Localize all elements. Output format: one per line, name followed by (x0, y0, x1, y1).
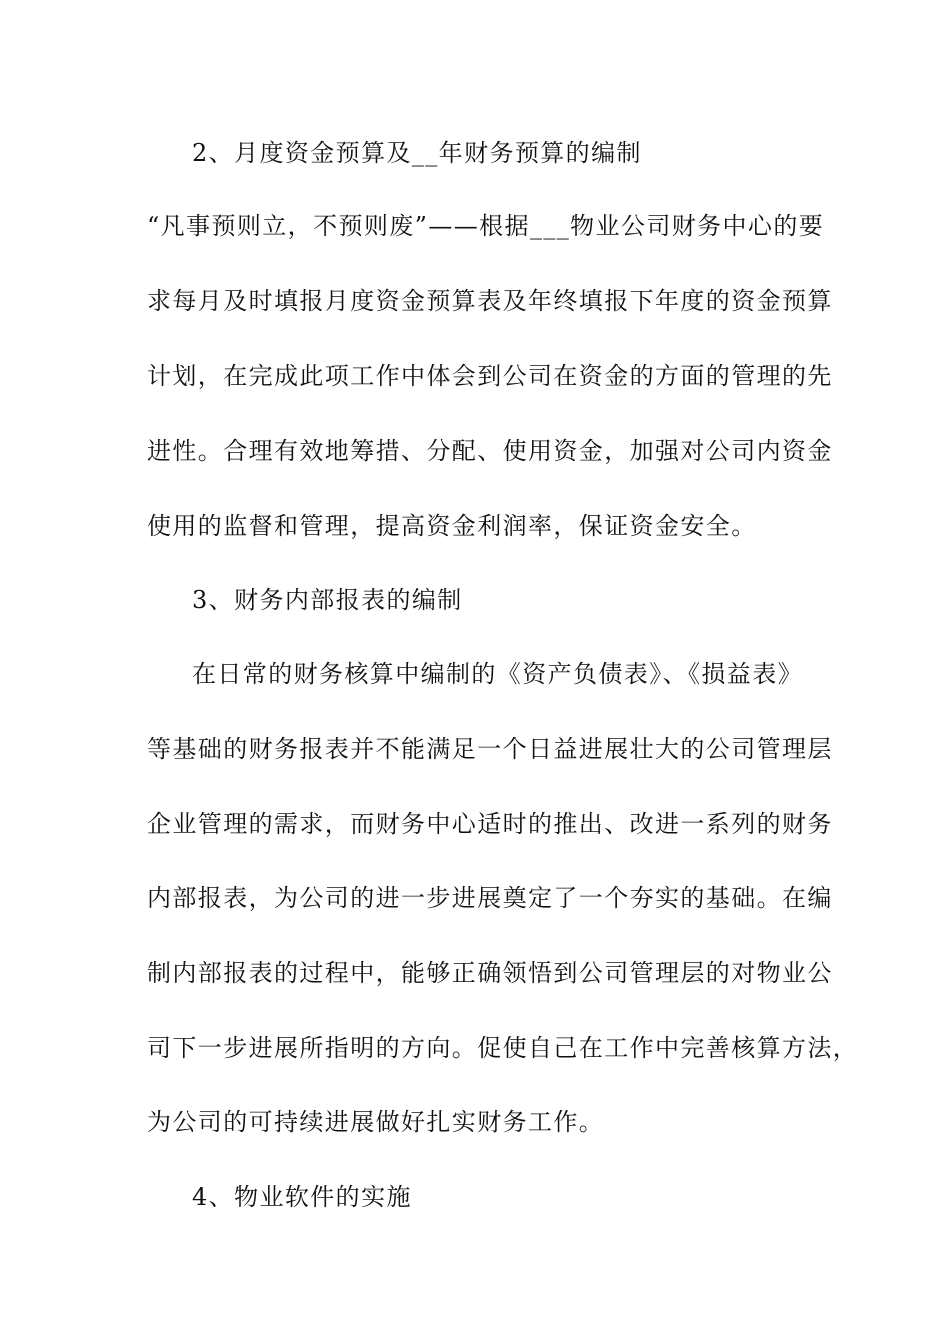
section-heading-3: 3、财务内部报表的编制 (192, 586, 463, 614)
paragraph-line: 制内部报表的过程中，能够正确领悟到公司管理层的对物业公 (147, 959, 833, 987)
paragraph-line: 求每月及时填报月度资金预算表及年终填报下年度的资金预算 (147, 287, 833, 315)
paragraph-line: “凡事预则立，不预则废”——根据___物业公司财务中心的要 (147, 212, 825, 240)
section-heading-2: 2、月度资金预算及__年财务预算的编制 (192, 139, 642, 167)
paragraph-line: 计划，在完成此项工作中体会到公司在资金的方面的管理的先 (147, 362, 833, 390)
paragraph-line: 司下一步进展所指明的方向。促使自己在工作中完善核算方法， (147, 1034, 859, 1062)
section-heading-4: 4、物业软件的实施 (192, 1183, 412, 1211)
paragraph-line: 企业管理的需求，而财务中心适时的推出、改进一系列的财务 (147, 810, 833, 838)
paragraph-line: 在日常的财务核算中编制的《资产负债表》、《损益表》 (192, 660, 803, 688)
paragraph-line: 等基础的财务报表并不能满足一个日益进展壮大的公司管理层 (147, 735, 833, 763)
paragraph-line: 使用的监督和管理，提高资金利润率，保证资金安全。 (147, 512, 757, 540)
paragraph-line: 进性。合理有效地筹措、分配、使用资金，加强对公司内资金 (147, 437, 833, 465)
paragraph-line: 内部报表，为公司的进一步进展奠定了一个夯实的基础。在编 (147, 884, 833, 912)
paragraph-line: 为公司的可持续进展做好扎实财务工作。 (147, 1108, 605, 1136)
